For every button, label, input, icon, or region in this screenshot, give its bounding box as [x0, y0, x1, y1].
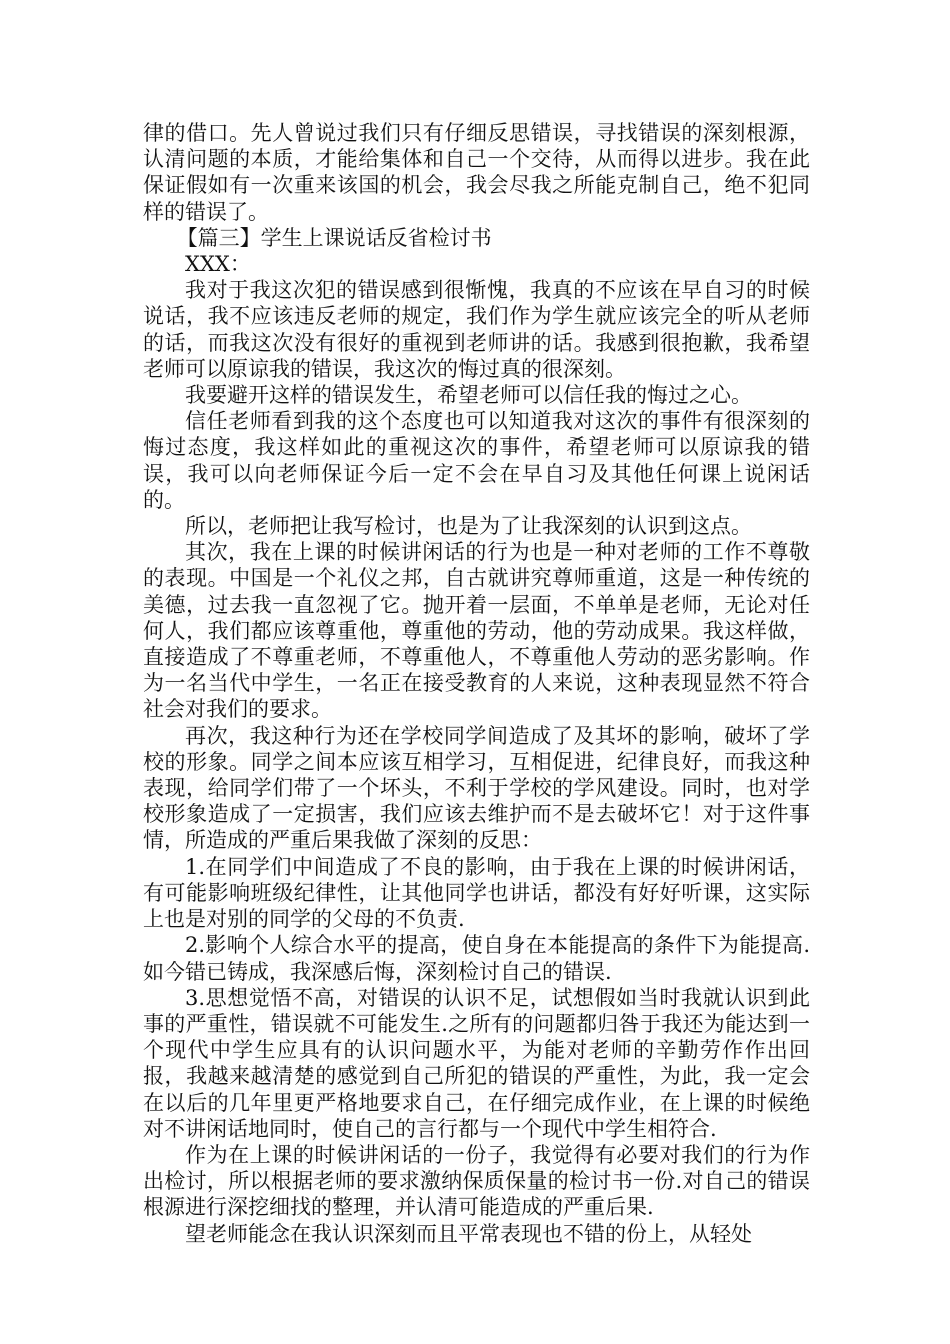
- paragraph: 其次，我在上课的时候讲闲话的行为也是一种对老师的工作不尊敬的表现。中国是一个礼仪之邦，自古就讲究尊师重道，这是一种传统的美德，过去我一直忽视了它。抛开着一层面，不单单是老师，无论对任何人，我们都应该尊重他，尊重他的劳动，他的劳动成果。我这样做，直接造成了不尊重老师，不尊重他人，不尊重他人劳动的恶劣影响。作为一名当代中学生，一名正在接受教育的人来说，这种表现显然不符合社会对我们的要求。: [143, 540, 810, 722]
- salutation: XXX：: [185, 252, 251, 277]
- paragraph: 作为在上课的时候讲闲话的一份子，我觉得有必要对我们的行为作出检讨，所以根据老师的要求激纳保质保量的检讨书一份.对自己的错误根源进行深挖细找的整理，并认清可能造成的严重后果.: [143, 1142, 810, 1220]
- paragraph-truncated: 望老师能念在我认识深刻而且平常表现也不错的份上，从轻处: [185, 1221, 752, 1246]
- numbered-item: 2.影响个人综合水平的提高，使自身在本能提高的条件下为能提高.如今错已铸成，我深感后悔，深刻检讨自己的错误.: [143, 933, 810, 984]
- section-heading: 【篇三】学生上课说话反省检讨书: [176, 225, 492, 250]
- document-body: [143, 120, 810, 1247]
- paragraph: 再次，我这种行为还在学校同学间造成了及其坏的影响，破坏了学校的形象。同学之间本应该互相学习，互相促进，纪律良好，而我这种表现，给同学们带了一个坏头，不利于学校的学风建设。同时，也对学校形象造成了一定损害，我们应该去维护而不是去破坏它！对于这件事情，所造成的严重后果我做了深刻的反思：: [143, 723, 810, 853]
- paragraph: 信任老师看到我的这个态度也可以知道我对这次的事件有很深刻的悔过态度，我这样如此的重视这次的事件，希望老师可以原谅我的错误，我可以向老师保证今后一定不会在早自习及其他任何课上说闲话的。: [143, 409, 810, 512]
- paragraph: 我对于我这次犯的错误感到很惭愧，我真的不应该在早自习的时候说话，我不应该违反老师的规定，我们作为学生就应该完全的听从老师的话，而我这次没有很好的重视到老师讲的话。我感到很抱歉，我希望老师可以原谅我的错误，我这次的悔过真的很深刻。: [143, 278, 810, 381]
- numbered-item: 1.在同学们中间造成了不良的影响，由于我在上课的时候讲闲话，有可能影响班级纪律性，让其他同学也讲话，都没有好好听课，这实际上也是对别的同学的父母的不负责.: [143, 854, 810, 932]
- paragraph: 所以，老师把让我写检讨，也是为了让我深刻的认识到这点。: [185, 514, 752, 539]
- paragraph-continuation: 律的借口。先人曾说过我们只有仔细反思错误，寻找错误的深刻根源，认清问题的本质，才能给集体和自己一个交待，从而得以进步。我在此保证假如有一次重来该国的机会，我会尽我之所能克制自己，绝不犯同样的错误了。: [143, 121, 810, 224]
- paragraph: 我要避开这样的错误发生，希望老师可以信任我的悔过之心。: [185, 383, 752, 408]
- numbered-item: 3.思想觉悟不高，对错误的认识不足，试想假如当时我就认识到此事的严重性，错误就不可能发生.之所有的问题都归咎于我还为能达到一个现代中学生应具有的认识问题水平，为能对老师的辛勤劳作作出回报，我越来越清楚的感觉到自己所犯的错误的严重性，为此，我一定会在以后的几年里更严格地要求自己，在仔细完成作业，在上课的时候绝对不讲闲话地同时，使自己的言行都与一个现代中学生相符合.: [143, 985, 810, 1141]
